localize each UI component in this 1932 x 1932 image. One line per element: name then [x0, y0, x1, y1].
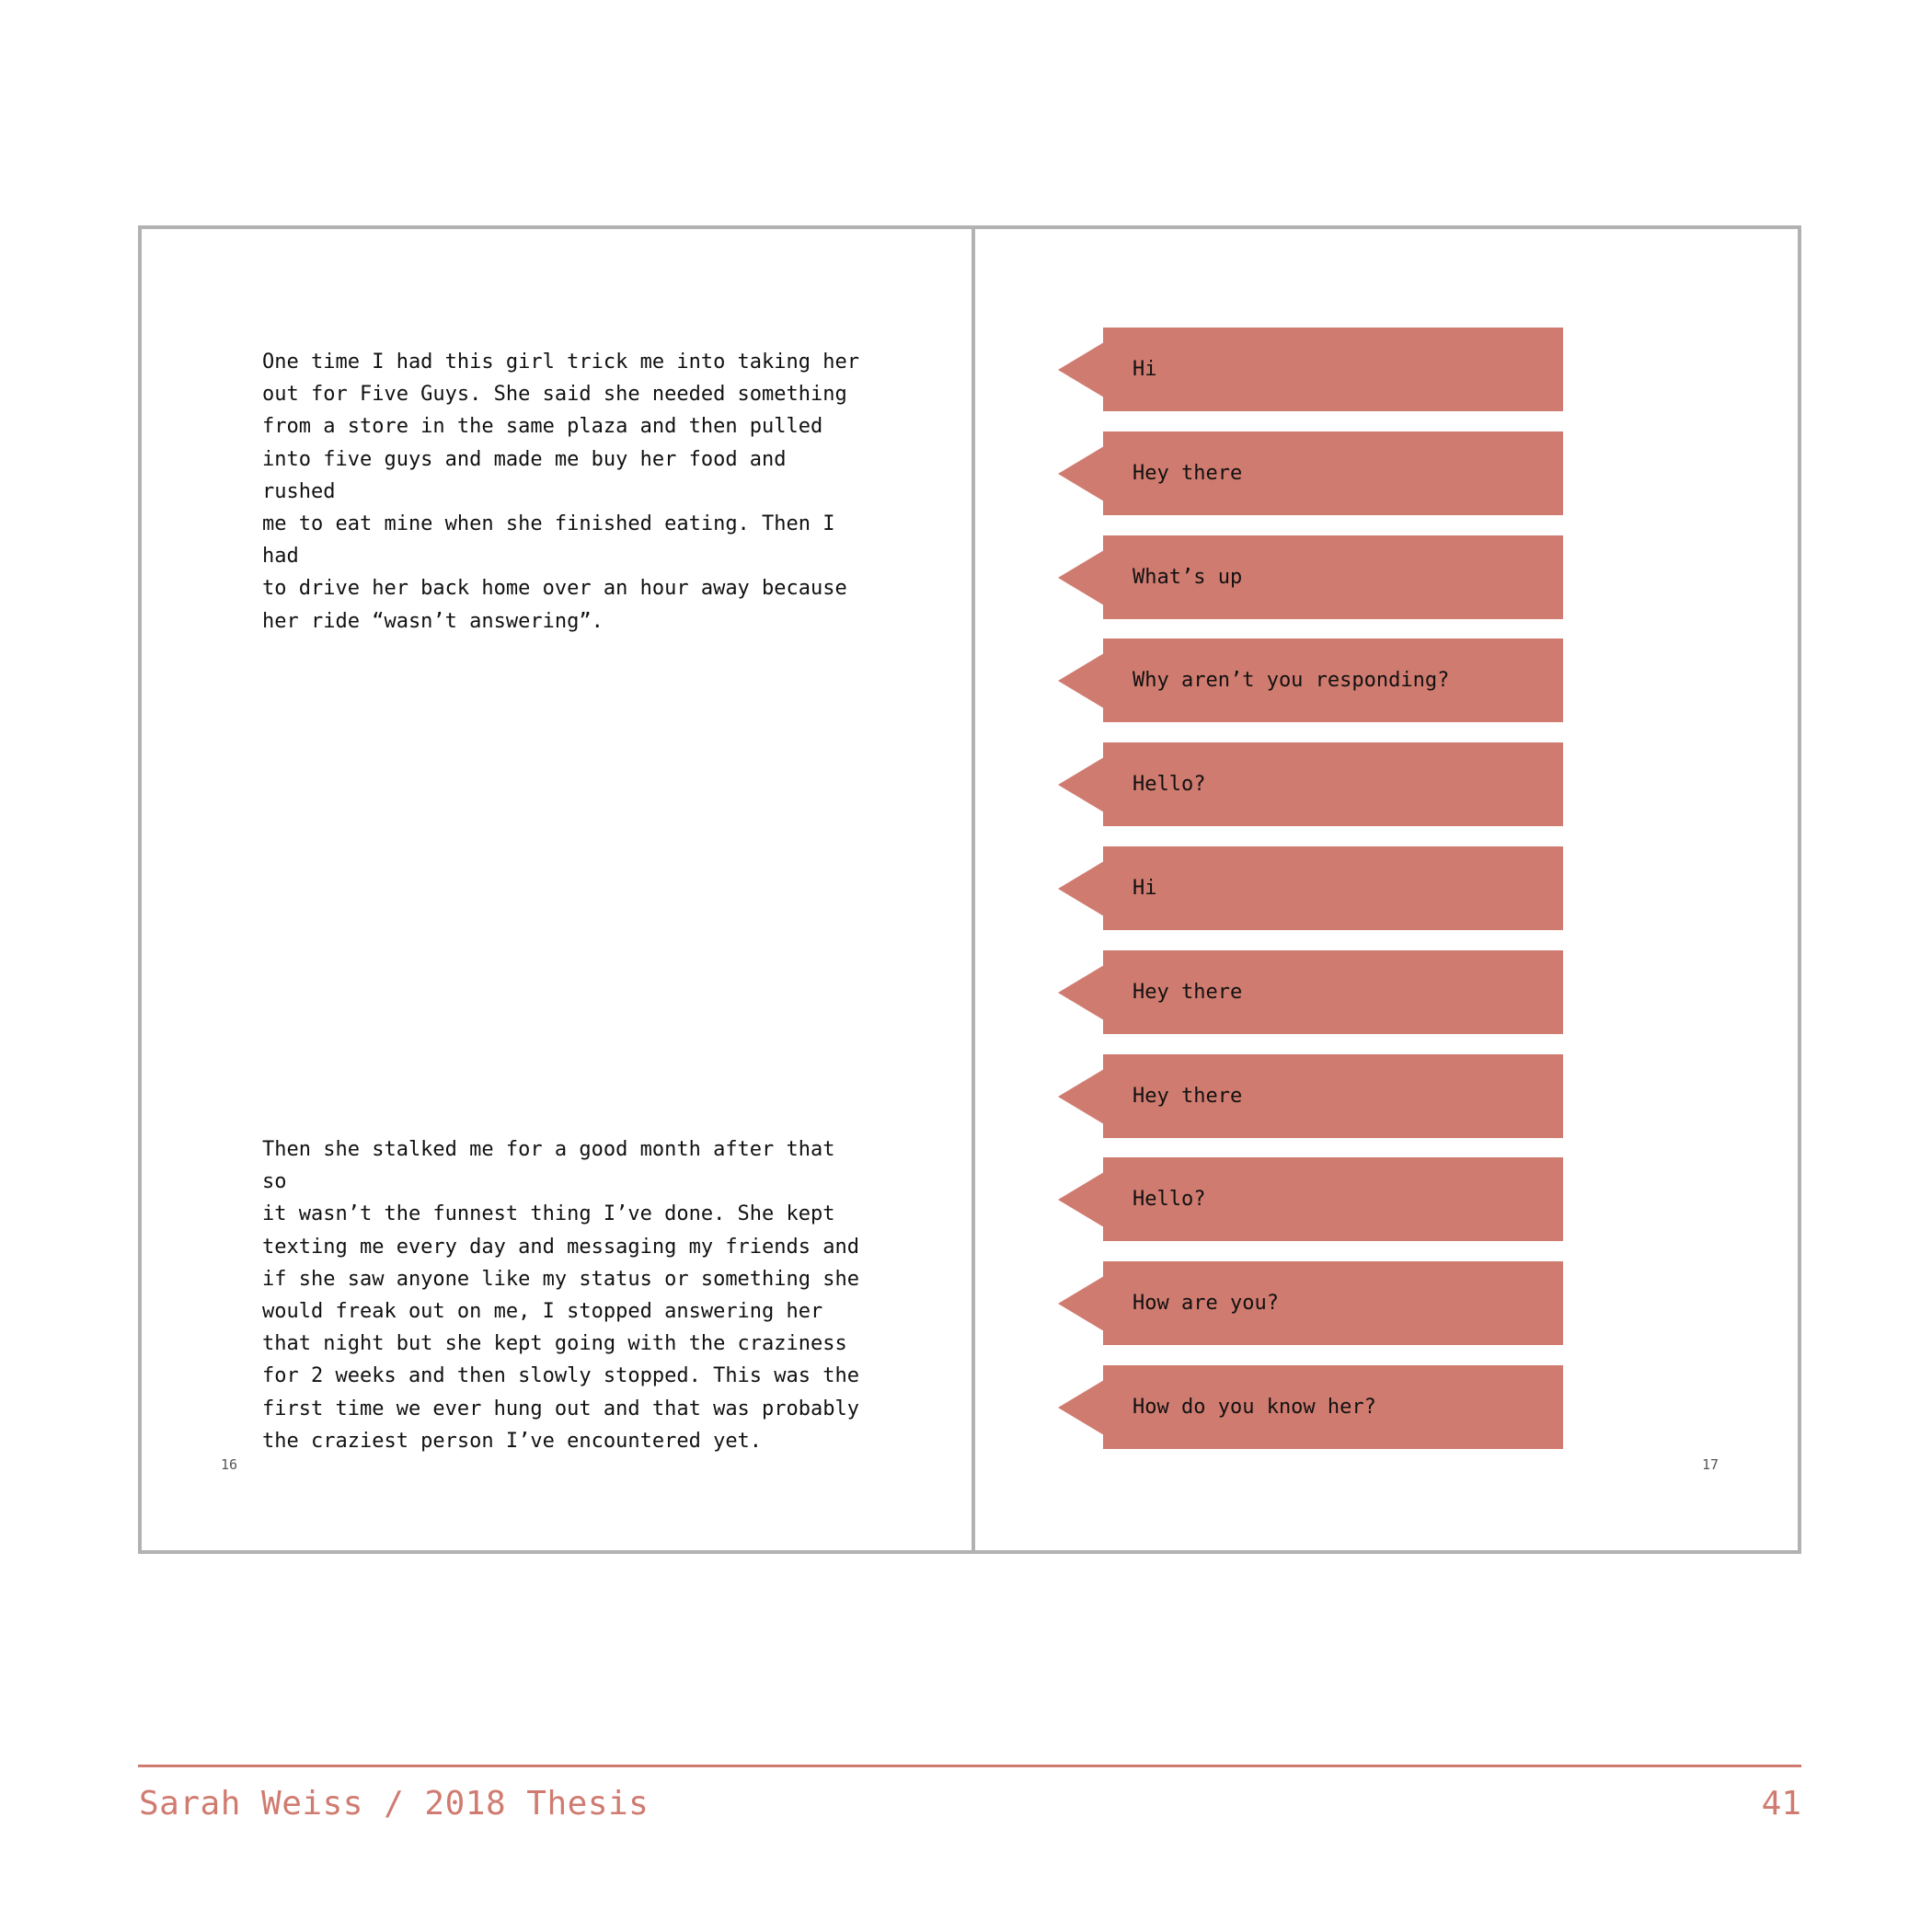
message-bubble: Hello? [1103, 742, 1563, 826]
message-bubble: Hey there [1103, 431, 1563, 515]
book-spread [138, 225, 1801, 1554]
message-bubble: What’s up [1103, 535, 1563, 619]
footer-title: Sarah Weiss / 2018 Thesis [139, 1785, 650, 1823]
message-bubble: Hey there [1103, 950, 1563, 1034]
story-paragraph-1: One time I had this girl trick me into taking her out for Five Guys. She said she needed something from a store in the same plaza and then pulled into five guys and made me buy her food and rushed me to eat mine when she finished eating. Then I had to drive her back home over an hour away because her ride “wasn’t answering”. [262, 351, 860, 633]
message-bubble: Hey there [1103, 1054, 1563, 1138]
footer-divider [138, 1765, 1801, 1767]
message-bubble: Hi [1103, 328, 1563, 411]
page-number-right: 17 [1701, 1456, 1719, 1473]
left-page [142, 229, 975, 1550]
message-list [1058, 328, 1563, 1449]
footer-page-number: 41 [1761, 1785, 1801, 1823]
story-paragraph-2: Then she stalked me for a good month after that so it wasn’t the funnest thing I’ve done. She kept texting me every day and messaging my friends and if she saw anyone like my status or something she would freak out on me, I stopped answering her that night but she kept going with the craziness for 2 weeks and then slowly stopped. This was the first time we ever hung out and that was probably the craziest person I’ve encountered yet. [262, 1138, 860, 1453]
message-bubble: Hello? [1103, 1157, 1563, 1241]
message-bubble: Hi [1103, 846, 1563, 930]
message-bubble: How do you know her? [1103, 1365, 1563, 1449]
right-page [975, 229, 1798, 1550]
page-number-left: 16 [221, 1456, 238, 1473]
message-bubble: Why aren’t you responding? [1103, 638, 1563, 722]
message-bubble: How are you? [1103, 1261, 1563, 1345]
